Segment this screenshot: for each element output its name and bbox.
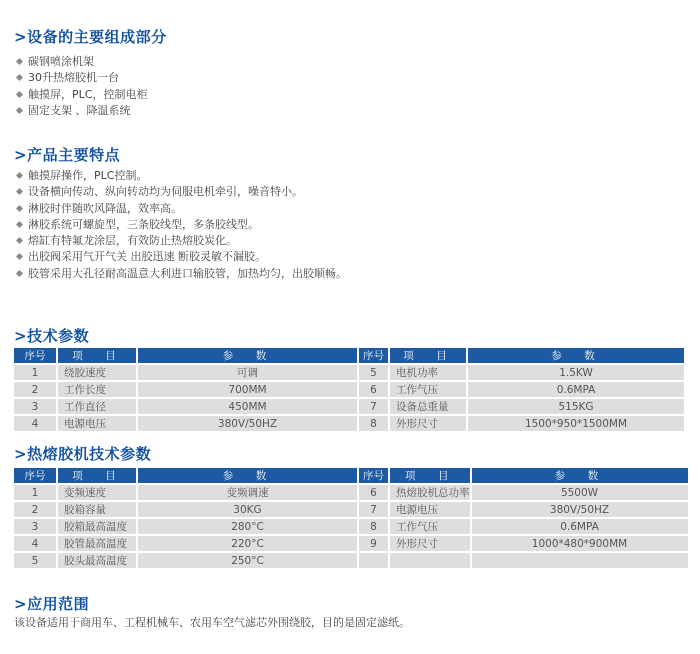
- table-cell: 8: [359, 416, 388, 431]
- table-cell: 外形尺寸: [390, 416, 466, 431]
- table-cell: 3: [14, 519, 56, 534]
- table-cell: 可调: [138, 365, 357, 380]
- section-title-application: >应用范围: [14, 595, 90, 613]
- table-cell: 1000*480*900MM: [472, 536, 688, 551]
- table-cell: [359, 553, 388, 568]
- column-header: 序号: [359, 468, 388, 483]
- table-cell: 0.6MPA: [468, 382, 684, 397]
- table-cell: 0.6MPA: [472, 519, 688, 534]
- table-cell: [390, 553, 470, 568]
- list-item-text: 设备横向传动、纵向转动均为伺服电机牵引，噪音特小。: [28, 185, 303, 199]
- table-cell: 外形尺寸: [390, 536, 470, 551]
- list-item: [14, 266, 347, 282]
- list-item-text: 淋胶系统可螺旋型，三条胶线型，多条胶线型。: [28, 217, 259, 231]
- table-cell: 2: [14, 382, 56, 397]
- table-row: [14, 502, 688, 517]
- table-cell: 5: [359, 365, 388, 380]
- tech-params-table: [12, 346, 686, 433]
- list-item-text: 淋胶时伴随吹风降温，效率高。: [28, 201, 182, 215]
- table-cell: 1: [14, 365, 56, 380]
- table-cell: 2: [14, 502, 56, 517]
- table-cell: 5500W: [472, 485, 688, 500]
- table-row: [14, 519, 688, 534]
- table-cell: 热熔胶机总功率: [390, 485, 470, 500]
- components-list: [14, 54, 147, 119]
- column-header: 参 数: [472, 468, 688, 483]
- column-header: 序号: [14, 468, 56, 483]
- list-item-text: 触摸屏操作，PLC控制。: [28, 169, 148, 182]
- table-cell: 7: [359, 502, 388, 517]
- table-cell: 电机功率: [390, 365, 466, 380]
- table-cell: 515KG: [468, 399, 684, 414]
- table-cell: 280°C: [138, 519, 357, 534]
- table-cell: 380V/50HZ: [472, 502, 688, 517]
- list-item-text: 触摸屏，PLC，控制电柜: [28, 87, 148, 101]
- column-header: 项 目: [58, 468, 136, 483]
- list-item: [14, 249, 347, 265]
- list-item-text: 熔缸有特氟龙涂层，有效防止热熔胶炭化。: [28, 234, 237, 248]
- table-cell: 1500*950*1500MM: [468, 416, 684, 431]
- table-cell: 250°C: [138, 553, 357, 568]
- table-cell: 4: [14, 536, 56, 551]
- diamond-bullet-icon: [16, 107, 23, 114]
- table-cell: 设备总重量: [390, 399, 466, 414]
- table-cell: 工作直径: [58, 399, 136, 414]
- table-row: [14, 485, 688, 500]
- section-title-tech-params: >技术参数: [14, 327, 90, 345]
- column-header: 参 数: [138, 468, 357, 483]
- table-cell: 胶头最高温度: [58, 553, 136, 568]
- table-row: [14, 553, 688, 568]
- table-row: [14, 416, 684, 431]
- column-header: 项 目: [390, 348, 466, 363]
- table-row: [14, 399, 684, 414]
- diamond-bullet-icon: [16, 253, 23, 260]
- table-cell: 8: [359, 519, 388, 534]
- table-cell: 1: [14, 485, 56, 500]
- table-cell: 工作长度: [58, 382, 136, 397]
- column-header: 参 数: [138, 348, 357, 363]
- diamond-bullet-icon: [16, 58, 23, 65]
- column-header: 项 目: [58, 348, 136, 363]
- table-cell: 胶箱容量: [58, 502, 136, 517]
- table-cell: 30KG: [138, 502, 357, 517]
- list-item: [14, 103, 147, 119]
- list-item-text: 30升热熔胶机一台: [28, 71, 119, 85]
- table-cell: 220°C: [138, 536, 357, 551]
- list-item: [14, 87, 147, 103]
- list-item-text: 碳钢喷涂机架: [28, 55, 94, 68]
- column-header: 参 数: [468, 348, 684, 363]
- column-header: 项 目: [390, 468, 470, 483]
- column-header: 序号: [359, 348, 388, 363]
- table-cell: 变频调速: [138, 485, 357, 500]
- table-cell: 电源电压: [390, 502, 470, 517]
- table-cell: 1.5KW: [468, 365, 684, 380]
- table-cell: 7: [359, 399, 388, 414]
- table-row: [14, 382, 684, 397]
- table-cell: 工作气压: [390, 519, 470, 534]
- list-item: [14, 54, 147, 70]
- section-title-hotmelt-params: >热熔胶机技术参数: [14, 445, 152, 463]
- features-list: [14, 168, 347, 282]
- diamond-bullet-icon: [16, 74, 23, 81]
- list-item-text: 出胶阀采用气开气关 出胶迅速 断胶灵敏不漏胶。: [28, 250, 266, 264]
- list-item: [14, 168, 347, 184]
- table-cell: 3: [14, 399, 56, 414]
- table-row: [14, 536, 688, 551]
- list-item: [14, 184, 347, 200]
- table-cell: 9: [359, 536, 388, 551]
- table-cell: 胶管最高温度: [58, 536, 136, 551]
- diamond-bullet-icon: [16, 172, 23, 179]
- list-item: [14, 70, 147, 86]
- diamond-bullet-icon: [16, 91, 23, 98]
- table-row: [14, 365, 684, 380]
- diamond-bullet-icon: [16, 221, 23, 228]
- application-text: 该设备适用于商用车、工程机械车、农用车空气滤芯外围绕胶，目的是固定滤纸。: [14, 616, 410, 629]
- list-item-text: 胶管采用大孔径耐高温意大利进口输胶管，加热均匀，出胶顺畅。: [28, 266, 347, 280]
- hotmelt-params-table: [12, 466, 690, 570]
- table-cell: 380V/50HZ: [138, 416, 357, 431]
- table-cell: 700MM: [138, 382, 357, 397]
- table-cell: 4: [14, 416, 56, 431]
- diamond-bullet-icon: [16, 205, 23, 212]
- table-cell: 工作气压: [390, 382, 466, 397]
- section-title-components: >设备的主要组成部分: [14, 28, 167, 46]
- table-cell: 450MM: [138, 399, 357, 414]
- list-item: [14, 217, 347, 233]
- diamond-bullet-icon: [16, 188, 23, 195]
- diamond-bullet-icon: [16, 237, 23, 244]
- table-cell: 6: [359, 485, 388, 500]
- column-header: 序号: [14, 348, 56, 363]
- table-cell: 电源电压: [58, 416, 136, 431]
- table-cell: [472, 553, 688, 568]
- table-cell: 6: [359, 382, 388, 397]
- table-cell: 变频速度: [58, 485, 136, 500]
- table-cell: 5: [14, 553, 56, 568]
- table-cell: 绕胶速度: [58, 365, 136, 380]
- list-item: [14, 201, 347, 217]
- section-title-features: >产品主要特点: [14, 146, 121, 164]
- list-item: [14, 233, 347, 249]
- table-cell: 胶箱最高温度: [58, 519, 136, 534]
- list-item-text: 固定支架 、降温系统: [28, 103, 131, 117]
- diamond-bullet-icon: [16, 270, 23, 277]
